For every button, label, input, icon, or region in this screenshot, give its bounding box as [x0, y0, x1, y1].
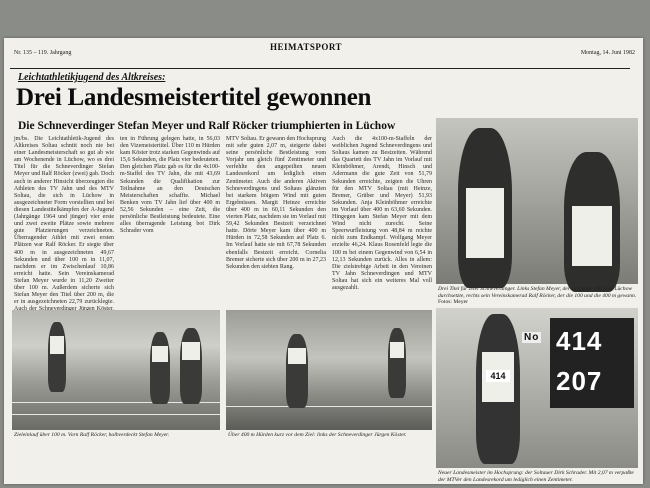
scoreboard-bottom-value: 207 [556, 366, 603, 396]
runner-shirt [152, 346, 168, 362]
newspaper-page [4, 38, 643, 484]
sprint-caption: Zieleinlauf über 100 m. Vorn Ralf Röcker, halbverdeckt Stefan Meyer. [14, 432, 170, 438]
article-subhead: Die Schneverdinger Stefan Meyer und Ralf Röcker triumphierten in Lüchow [18, 120, 396, 132]
highjump-caption: Neuer Landesmeister im Hochsprung: der Soltauer Dirk Schrader. Mit 2,07 m verpaßte der MTVer den Landesrekord um lediglich einen Zentimeter. [438, 470, 634, 483]
jumper-bib: 414 [486, 370, 510, 382]
hurdles-photo [226, 310, 432, 430]
article-column-4: Auch die 4x100-m-Staffeln der weiblichen Jugend Schneverdingens und Soltaus kamen zu Bestzeiten. Während das Quartett des TV Jahn im Vorlauf mit Kleinböhmer, Arendt, Hinsch und Adermann die gute Zeit von 51,79 Sekunden erreichte, zeigten die Uhren für den MTV Soltau (mit Heinze, Bremer, Grüber und Meyer) 51,93 Sekunden. Anja Kleinböhmer erreichte im Vorlauf über 400 m 63,60 Sekunden. Hingegen kam Stefan Meyer mit dem Wind nicht zurecht. Seine Speerwurfleistung von 48,84 m reichte nicht zum Endkampf. Wolfgang Meyer erzielte 46,24. Klaus Rosenfeld legte die 100 m bei einem Gegenwind von 6,54 in 12,13 Sekunden zurück. Alles in allem: Die zielstrebige Arbeit in den Vereinen TV Jahn Schneverdingen und MTV Soltau hat sich ein weiteres Mal voll ausgezahlt. [332, 136, 432, 291]
article-column-1: jm/bs. Die Leichtathletik-Jugend des Altkreises Soltau schnitt noch nie bei einer Landesmeisterschaft so gut ab wie am Wochenende in Lüchow, wo es drei Titel für die Schneverdinger Stefan Meyer und Ralf Röcker (zwei) gab. Doch auch in anderer Hinsicht überzeugten die Athleten des TV Jahn und des MTV Soltau, die sich in Lüchow in ausgezeichneter Form vorstellten und bei diesen Landestitelkämpfen der A-Jugend (Jahrgänge 1964 und jünger) vier erste und zwei zweite Plätze sowie mehrere gute Platzierungen verzeichneten. Überragender Athlet mit zwei ersten Plätzen war Ralf Röcker. Er siegte über 400 m in ausgezeichneten 49,67 Sekunden und über 100 m in 11,07, nachdem er im Zwischenlauf 10,86 erreicht hatte. Sein Vereinskamerad Stefan Meyer wurde in 11,20 Zweiter über 100 m. Außerdem sicherte sich Stefan Meyer den Titel über 200 m, die er in ausgezeichneten 22,79 zurücklegte. [14, 136, 114, 306]
sprint-photo [12, 310, 220, 430]
issue-number: Nr. 135 – 119. Jahrgang [14, 50, 72, 56]
portrait-caption [438, 286, 638, 306]
article-column-2: ten in Führung gelegen hatte, in 56,03 den Vizemeistertitel. Über 110 m Hürden kam Köster trotz starken Gegenwinds auf 15,6 Sekunden, die Platz vier bedeuteten. Den gleichen Platz gab es für die 4x100-m-Staffel des TV Jahn, die mit 43,69 Sekunden die Qualifikation zur Teilnahme an den Deutschen Meisterschaften schaffte. Michael Benken vom TV Jahn lief über 400 m 52,56 Sekunden – eine Zeit, die persönliche Bestleistung bedeutete. Eine alles überragende Leistung bot Dirk Schrader vom [120, 136, 220, 235]
hurdler-figure [388, 328, 406, 398]
section-title: HEIMATSPORT [270, 42, 343, 52]
article-headline: Drei Landesmeistertitel gewonnen [16, 84, 372, 111]
article-kicker: Leichtathletikjugend des Altkreises: [18, 72, 166, 83]
runner-figure [48, 322, 66, 392]
runner-shirt [182, 342, 200, 360]
portrait-caption-text: Drei Titel für zwei Schneverdinger. Links Stefan Meyer, der sich über 100 m in Lüchow durchsetzte, rechts sein Vereinskamerad Ralf Röcker, der die 100 und die 400 m gewann. [438, 286, 637, 299]
scoreboard-top-value: 414 [556, 326, 603, 356]
height-scoreboard [524, 318, 634, 408]
track-line [12, 414, 220, 415]
scoreboard-label: No [524, 332, 540, 343]
hurdles-caption: Über 400 m Hürden kurz vor dem Ziel: links der Schneverdinger Jürgen Köster. [228, 432, 407, 438]
hurdler-figure [286, 334, 308, 408]
issue-date: Montag, 14. Juni 1982 [580, 50, 635, 56]
track-line [226, 406, 432, 407]
runner-shirt [50, 336, 64, 354]
photo-credit: Fotos: Meyer [438, 299, 468, 306]
athlete-shirt [466, 188, 504, 258]
article-column-3: MTV Soltau. Er gewann den Hochsprung mit sehr guten 2,07 m, steigerte dabei seine persönliche Bestleistung vom Vorjahr um gleich fünf Zentimeter und verfehlte den angepeilten neuen Landesrekord um lediglich einen Zentimeter. Auch die anderen Aktiven Schneverdingens und Soltaus glänzten bei starkem böigem Wind mit guten Ergebnissen. Margit Heinze erreichte über 400 m in 60,11 Sekunden den vierten Platz, nachdem sie im Vorlauf mit 59,42 Sekunden Bestzeit verzeichnet hatte. Dörte Meyer kam über 400 m Hürden in 72,58 Sekunden auf Platz 6. Im Vorlauf hatte sie mit 67,78 Sekunden ebenfalls Bestzeit erreicht. Cornelia Bremer sicherte sich über 200 m in 27,23 Sekunden den siebten Rang. [226, 136, 326, 270]
hurdler-shirt [390, 342, 404, 358]
hurdler-shirt [288, 348, 306, 364]
runner-figure [180, 328, 202, 404]
athlete-shirt [572, 206, 612, 266]
highjump-photo [436, 308, 638, 468]
portrait-photo [436, 118, 638, 284]
runner-figure [150, 332, 170, 404]
